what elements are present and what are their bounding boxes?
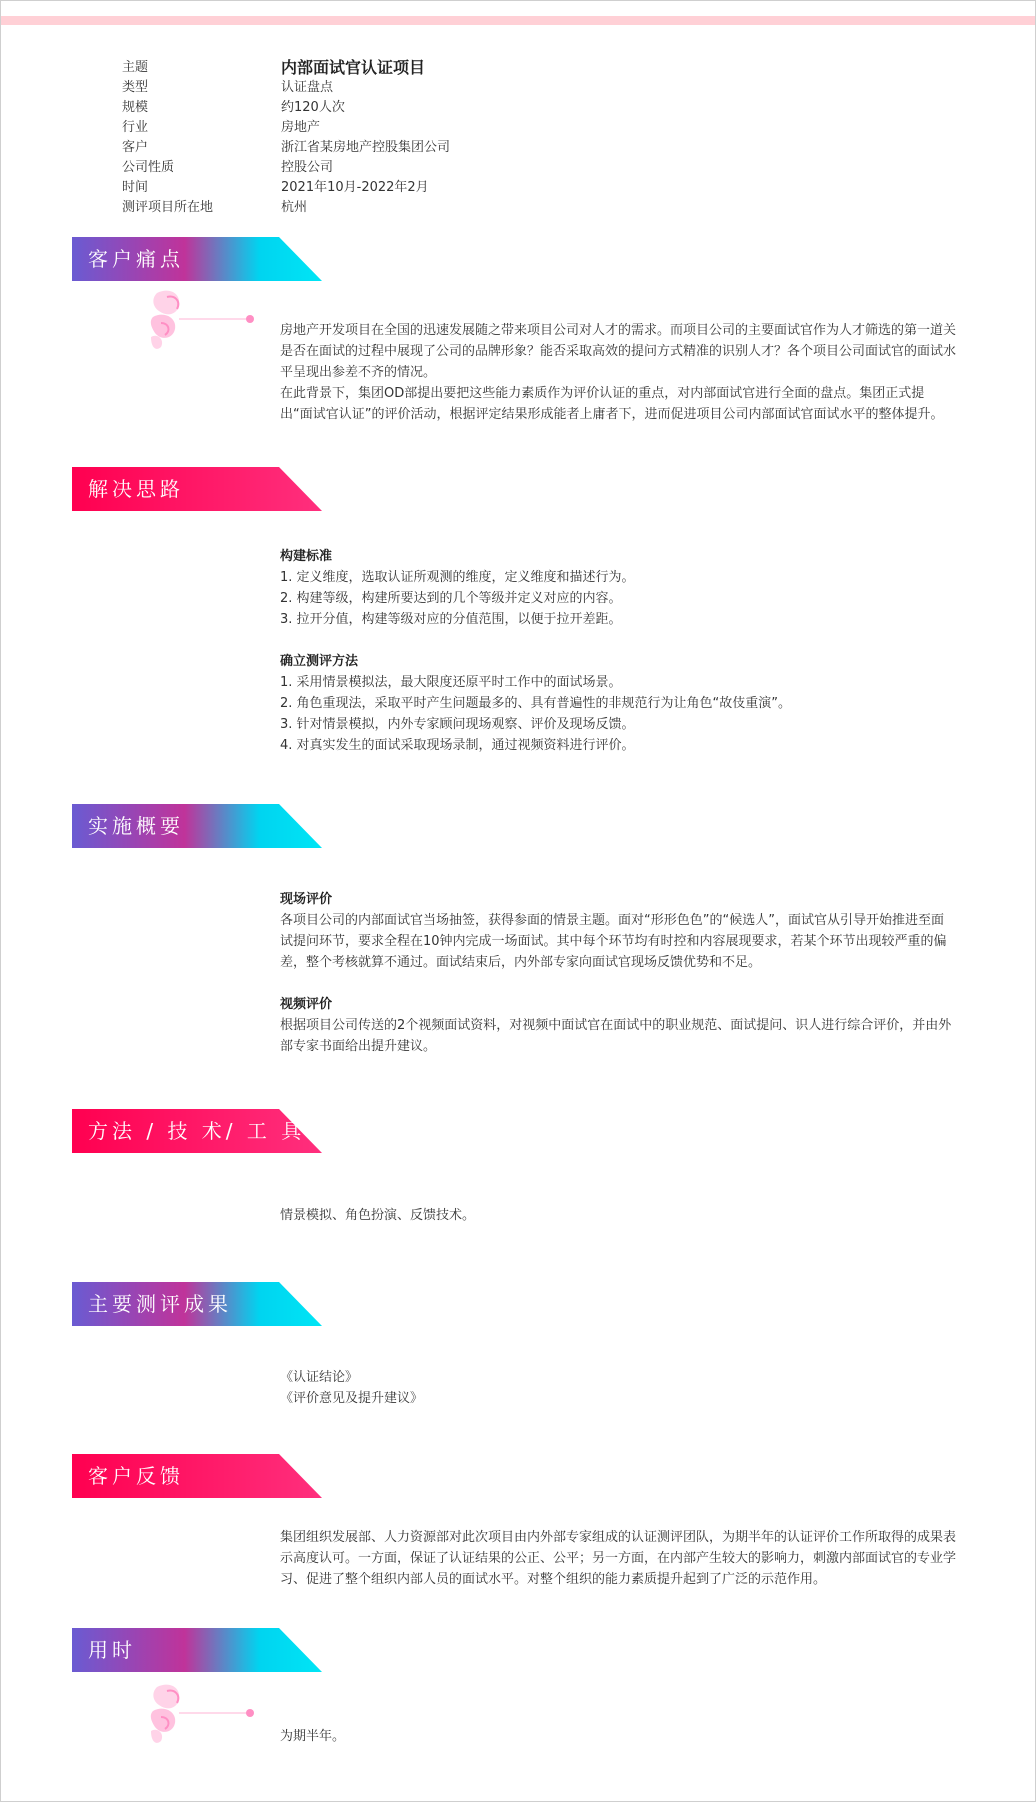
section-title: 解决思路 [88,477,184,501]
method-paragraph: 情景模拟、角色扮演、反馈技术。 [280,1208,476,1223]
section-banner-pain [72,237,322,281]
info-label: 客户 [122,140,149,155]
result-item: 《评价意见及提升建议》 [280,1391,424,1406]
implementation-heading: 视频评价 [280,997,333,1012]
solution-heading: 构建标准 [280,549,333,564]
result-item: 《认证结论》 [280,1370,359,1385]
result-content [280,1367,956,1409]
info-value: 浙江省某房地产控股集团公司 [281,140,451,155]
section-banner-implementation [72,804,322,848]
feedback-content [280,1527,956,1590]
info-value: 杭州 [281,200,308,215]
solution-item: 4. 对真实发生的面试采取现场录制，通过视频资料进行评价。 [280,738,635,753]
section-title: 客户痛点 [88,247,184,271]
section-banner-solution [72,467,322,511]
section-title: 客户反馈 [88,1464,184,1488]
implementation-heading: 现场评价 [280,892,333,907]
section-title: 方法 / 技 术/ 工 具 [88,1119,306,1143]
section-banner-result [72,1282,322,1326]
section-title: 实施概要 [88,814,184,838]
pain-paragraph: 房地产开发项目在全国的迅速发展随之带来项目公司对人才的需求。而项目公司的主要面试官作为人才筛选的第一道关是否在面试的过程中展现了公司的品牌形象？能否采取高效的提问方式精准的识别人才？各个项目公司面试官的面试水平呈现出参差不齐的情况。 [280,323,957,380]
top-accent-bar [1,16,1035,25]
implementation-paragraph: 根据项目公司传送的2个视频面试资料，对视频中面试官在面试中的职业规范、面试提问、识人进行综合评价，并由外部专家书面给出提升建议。 [280,1018,952,1054]
info-label: 规模 [122,100,149,115]
section-title: 主要测评成果 [88,1292,232,1316]
info-label: 类型 [122,80,149,95]
info-label: 行业 [122,120,149,135]
pain-content [280,320,956,425]
solution-heading: 确立测评方法 [280,654,359,669]
time-paragraph: 为期半年。 [280,1729,346,1744]
info-value: 房地产 [281,120,321,135]
solution-item: 3. 针对情景模拟，内外专家顾问现场观察、评价及现场反馈。 [280,717,635,732]
info-label: 时间 [122,180,149,195]
section-banner-feedback [72,1454,322,1498]
section-banner-time [72,1628,322,1672]
flower-decoration-icon [149,287,259,351]
project-title: 内部面试官认证项目 [281,58,426,77]
solution-item: 2. 角色重现法，采取平时产生问题最多的、具有普遍性的非规范行为让角色“故伎重演”。 [280,696,792,711]
info-label: 主题 [122,60,149,75]
solution-item: 3. 拉开分值，构建等级对应的分值范围，以便于拉开差距。 [280,612,622,627]
flower-decoration-icon [149,1681,259,1745]
info-label: 公司性质 [122,160,175,175]
info-value: 控股公司 [281,160,334,175]
section-title: 用时 [88,1638,136,1662]
info-value: 2021年10月-2022年2月 [281,180,429,195]
implementation-paragraph: 各项目公司的内部面试官当场抽签，获得参面的情景主题。面对“形形色色”的“候选人”，面试官从引导开始推进至面试提问环节，要求全程在10钟内完成一场面试。其中每个环节均有时控和内容展现要求，若某个环节出现较严重的偏差，整个考核就算不通过。面试结束后，内外部专家向面试官现场反馈优势和不足。 [280,913,947,970]
solution-item: 2. 构建等级，构建所要达到的几个等级并定义对应的内容。 [280,591,622,606]
solution-item: 1. 定义维度，选取认证所观测的维度，定义维度和描述行为。 [280,570,635,585]
section-banner-method [72,1109,322,1153]
pain-paragraph: 在此背景下，集团OD部提出要把这些能力素质作为评价认证的重点，对内部面试官进行全面的盘点。集团正式提出“面试官认证”的评价活动，根据评定结果形成能者上庸者下，进而促进项目公司内部面试官面试水平的整体提升。 [280,386,944,422]
info-value: 认证盘点 [281,80,334,95]
solution-item: 1. 采用情景模拟法，最大限度还原平时工作中的面试场景。 [280,675,622,690]
time-content [280,1726,956,1747]
solution-content [280,546,956,756]
info-label: 测评项目所在地 [122,200,214,215]
info-value: 约120人次 [281,100,345,115]
feedback-paragraph: 集团组织发展部、人力资源部对此次项目由内外部专家组成的认证测评团队，为期半年的认证评价工作所取得的成果表示高度认可。一方面，保证了认证结果的公正、公平；另一方面，在内部产生较大的影响力，刺激内部面试官的专业学习、促进了整个组织内部人员的面试水平。对整个组织的能力素质提升起到了广泛的示范作用。 [280,1530,957,1587]
method-content [280,1205,956,1226]
implementation-content [280,889,956,1057]
